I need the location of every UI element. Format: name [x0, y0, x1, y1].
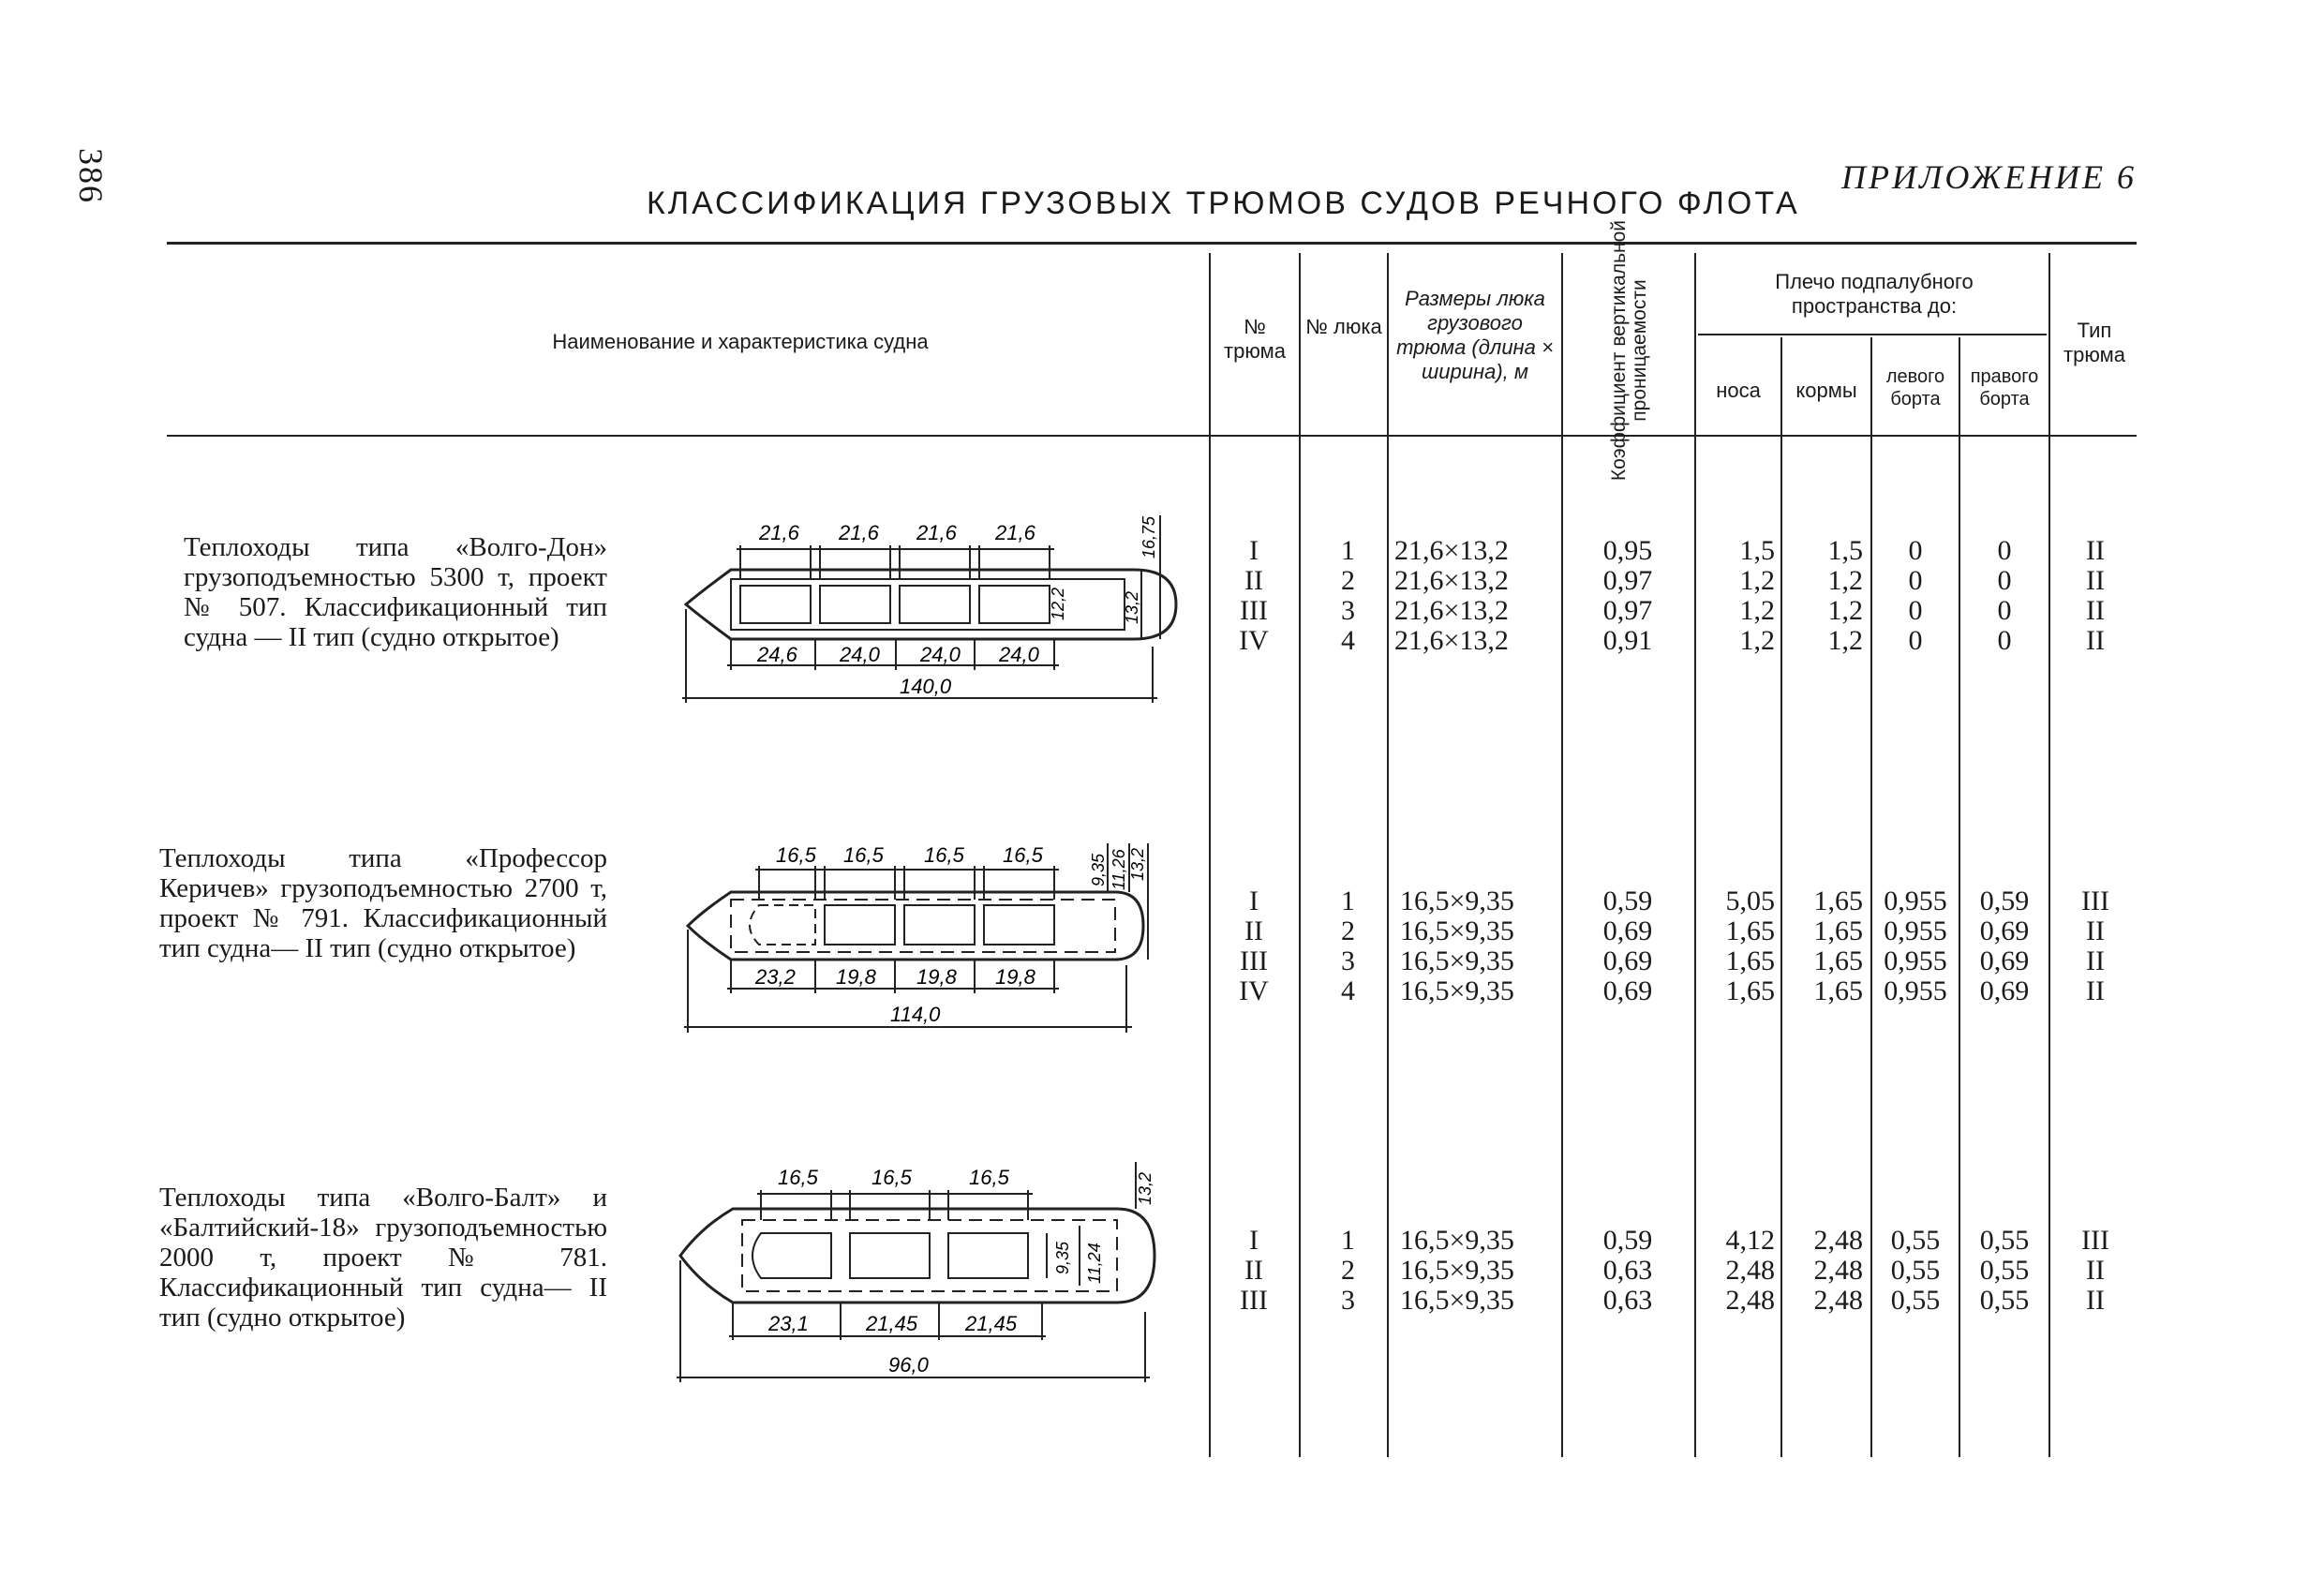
spacing-label: 24,0: [840, 643, 880, 666]
appendix-label: ПРИЛОЖЕНИЕ 6: [1841, 158, 2137, 196]
stern-column: [1784, 886, 1863, 1006]
sizes-column: [1400, 1226, 1559, 1316]
table-cell: 0,69: [1602, 916, 1653, 946]
hatches-column: [1303, 1226, 1355, 1316]
table-cell: 2,48: [1813, 1285, 1863, 1316]
table-cell: 16,5×9,35: [1400, 886, 1514, 916]
page-number: 386: [72, 148, 110, 204]
spacing-label: 24,0: [920, 643, 961, 666]
spacing-label: 21,45: [965, 1312, 1018, 1335]
table-cell: 0,63: [1602, 1285, 1653, 1316]
col-line-2: [1299, 253, 1301, 1457]
table-cell: 0,59: [1602, 1225, 1653, 1256]
table-cell: 4: [1341, 625, 1355, 656]
col-line-8: [1959, 337, 1960, 1457]
table-cell: 1: [1341, 535, 1355, 566]
width-mid-label: 11,26: [1110, 849, 1128, 890]
table-cell: 16,5×9,35: [1400, 1285, 1514, 1316]
table-cell: 1,65: [1813, 886, 1863, 916]
width-mid-label: 13,2: [1123, 590, 1141, 624]
left-side-column: [1874, 1226, 1957, 1316]
width-inner-label: 9,35: [1089, 853, 1108, 886]
sizes-column: [1400, 886, 1559, 1006]
holds-column: [1211, 1226, 1297, 1316]
hold-type-column: [2054, 1226, 2137, 1316]
table-cell: II: [2086, 535, 2105, 566]
table-cell: 0: [1997, 535, 2012, 566]
table-cell: 0: [1908, 625, 1923, 656]
total-length-label: 96,0: [888, 1353, 929, 1377]
header-stern: кормы: [1795, 379, 1857, 402]
table-cell: 4,12: [1725, 1225, 1775, 1256]
table-cell: 1,2: [1739, 625, 1775, 656]
table-cell: 21,6×13,2: [1394, 565, 1509, 596]
table-top-rule: [167, 242, 2137, 245]
header-hold-no: № трюма: [1224, 315, 1286, 363]
ship-drawing: [675, 506, 1181, 712]
page-title: КЛАССИФИКАЦИЯ ГРУЗОВЫХ ТРЮМОВ СУДОВ РЕЧНОГО ФЛОТА: [647, 186, 1800, 221]
spacing-label: 24,6: [757, 643, 797, 666]
right-side-column: [1962, 886, 2047, 1006]
coef-column: [1567, 1226, 1689, 1316]
table-cell: I: [1249, 1225, 1259, 1256]
table-cell: 1,65: [1725, 945, 1775, 976]
stern-column: [1784, 536, 1863, 656]
header-hold-type: Тип трюма: [2063, 319, 2125, 366]
holds-column: [1211, 886, 1297, 1006]
table-cell: 16,5×9,35: [1400, 1225, 1514, 1256]
width-inner-label: 9,35: [1053, 1241, 1072, 1274]
table-cell: 0,55: [1979, 1255, 2030, 1286]
spacing-label: 21,45: [866, 1312, 918, 1335]
table-cell: 0: [1908, 535, 1923, 566]
stern-column: [1784, 1226, 1863, 1316]
table-cell: 2: [1341, 916, 1355, 946]
table-cell: II: [1244, 565, 1263, 596]
table-cell: 0,955: [1884, 886, 1947, 916]
table-cell: 0: [1908, 595, 1923, 626]
table-cell: 0,69: [1602, 975, 1653, 1006]
table-cell: 0,97: [1602, 565, 1653, 596]
col-line-9: [2048, 253, 2050, 1457]
table-cell: 2,48: [1813, 1255, 1863, 1286]
right-side-column: [1962, 1226, 2047, 1316]
left-side-column: [1874, 886, 1957, 1006]
spacing-label: 23,2: [755, 965, 796, 989]
hatch-len-label: 16,5: [924, 843, 964, 867]
table-cell: 1,65: [1813, 916, 1863, 946]
total-length-label: 140,0: [900, 675, 952, 698]
table-cell: 0,69: [1602, 945, 1653, 976]
width-mid-label: 11,24: [1085, 1243, 1104, 1284]
table-cell: 1,65: [1813, 945, 1863, 976]
table-cell: II: [1244, 916, 1263, 946]
table-cell: 0: [1997, 595, 2012, 626]
table-cell: III: [2081, 1225, 2109, 1256]
table-cell: 0,55: [1979, 1225, 2030, 1256]
hold-type-column: [2054, 536, 2137, 656]
total-length-label: 114,0: [890, 1003, 941, 1026]
bow-column: [1698, 886, 1775, 1006]
table-cell: 0,63: [1602, 1255, 1653, 1286]
hatch-len-label: 21,6: [839, 521, 879, 544]
table-cell: IV: [1239, 625, 1269, 656]
hold-type-column: [2054, 886, 2137, 1006]
width-outer-label: 13,2: [1136, 1171, 1155, 1205]
table-cell: 3: [1341, 1285, 1355, 1316]
ship-description: Теплоходы типа «Профессор Керичев» грузоподъемностью 2700 т, проект № 791. Классификационный тип судна— II тип (судно открытое): [159, 843, 607, 963]
table-cell: II: [2086, 1285, 2105, 1316]
table-cell: 0,955: [1884, 916, 1947, 946]
table-cell: II: [2086, 595, 2105, 626]
table-cell: II: [2086, 625, 2105, 656]
table-cell: 0,955: [1884, 945, 1947, 976]
header-left-side: левого борта: [1885, 366, 1945, 409]
table-cell: 1,2: [1827, 595, 1863, 626]
hatch-len-label: 21,6: [995, 521, 1035, 544]
table-cell: 1,2: [1827, 625, 1863, 656]
header-arm-group: Плечо подпалубного пространства до:: [1775, 270, 1974, 318]
table-cell: 0: [1997, 565, 2012, 596]
table-cell: II: [2086, 975, 2105, 1006]
table-cell: 4: [1341, 975, 1355, 1006]
ship-drawing: [675, 825, 1181, 1040]
table-cell: 1,2: [1739, 595, 1775, 626]
table-cell: 16,5×9,35: [1400, 1255, 1514, 1286]
table-cell: 0,59: [1979, 886, 2030, 916]
hatch-len-label: 21,6: [759, 521, 799, 544]
table-cell: 0,55: [1979, 1285, 2030, 1316]
table-cell: 1,65: [1725, 916, 1775, 946]
table-cell: 0,69: [1979, 916, 2030, 946]
col-line-7: [1870, 337, 1872, 1457]
table-cell: 1,65: [1725, 975, 1775, 1006]
arm-group-rule: [1698, 334, 2047, 335]
table-cell: 1,2: [1739, 565, 1775, 596]
sizes-column: [1394, 536, 1559, 656]
hatch-len-label: 16,5: [778, 1166, 818, 1189]
header-hatch-no: № люка: [1305, 315, 1382, 338]
width-outer-label: 13,2: [1128, 847, 1147, 881]
table-cell: I: [1249, 886, 1259, 916]
col-line-3: [1387, 253, 1389, 1457]
table-cell: 2,48: [1725, 1285, 1775, 1316]
hatch-len-label: 21,6: [916, 521, 957, 544]
ship-description: Теплоходы типа «Волго-Дон» грузоподъемностью 5300 т, проект № 507. Классификационный тип судна — II тип (судно открытое): [184, 532, 607, 652]
table-cell: 3: [1341, 595, 1355, 626]
table-cell: 0,55: [1890, 1285, 1941, 1316]
right-side-column: [1962, 536, 2047, 656]
table-cell: 0,97: [1602, 595, 1653, 626]
hatch-len-label: 16,5: [843, 843, 884, 867]
table-cell: IV: [1239, 975, 1269, 1006]
hatch-len-label: 16,5: [776, 843, 816, 867]
table-cell: 21,6×13,2: [1394, 535, 1509, 566]
table-cell: 0,55: [1890, 1225, 1941, 1256]
table-cell: 0,955: [1884, 975, 1947, 1006]
table-cell: 1: [1341, 1225, 1355, 1256]
spacing-label: 24,0: [999, 643, 1039, 666]
col-line-4: [1561, 253, 1563, 1457]
table-cell: 0,69: [1979, 945, 2030, 976]
header-bottom-rule: [167, 435, 2137, 437]
table-cell: 1,65: [1813, 975, 1863, 1006]
spacing-label: 19,8: [916, 965, 957, 989]
width-outer-label: 16,75: [1140, 515, 1158, 558]
table-cell: 21,6×13,2: [1394, 625, 1509, 656]
table-cell: 16,5×9,35: [1400, 945, 1514, 976]
header-hatch-size: Размеры люка грузового трюма (длина × ширина), м: [1396, 287, 1554, 383]
table-cell: 1,2: [1827, 565, 1863, 596]
table-cell: III: [2081, 886, 2109, 916]
bow-column: [1698, 536, 1775, 656]
coef-column: [1567, 536, 1689, 656]
table-cell: 0,55: [1890, 1255, 1941, 1286]
table-cell: 0,59: [1602, 886, 1653, 916]
col-line-6: [1780, 337, 1782, 1457]
table-cell: 2: [1341, 565, 1355, 596]
col-line-5: [1694, 253, 1696, 1457]
ship-description: Теплоходы типа «Волго-Балт» и «Балтийский-18» грузоподъемностью 2000 т, проект № 781. Классификационный тип судна— II тип (судно открытое): [159, 1183, 607, 1332]
header-name: Наименование и характеристика судна: [552, 330, 929, 353]
table-cell: 1,5: [1739, 535, 1775, 566]
spacing-label: 19,8: [836, 965, 876, 989]
table-cell: 1: [1341, 886, 1355, 916]
table-cell: 2,48: [1725, 1255, 1775, 1286]
table-cell: III: [1240, 1285, 1268, 1316]
hatches-column: [1303, 536, 1355, 656]
spacing-label: 23,1: [768, 1312, 809, 1335]
coef-column: [1567, 886, 1689, 1006]
table-cell: 21,6×13,2: [1394, 595, 1509, 626]
table-cell: II: [2086, 945, 2105, 976]
table-cell: I: [1249, 535, 1259, 566]
table-cell: 0,91: [1602, 625, 1653, 656]
table-cell: 0: [1908, 565, 1923, 596]
table-cell: 1,5: [1827, 535, 1863, 566]
table-cell: II: [1244, 1255, 1263, 1286]
hatch-len-label: 16,5: [969, 1166, 1009, 1189]
width-inner-label: 12,2: [1049, 587, 1067, 620]
header-bow: носа: [1716, 379, 1761, 402]
hatches-column: [1303, 886, 1355, 1006]
table-cell: 16,5×9,35: [1400, 916, 1514, 946]
table-cell: 0,69: [1979, 975, 2030, 1006]
table-cell: III: [1240, 945, 1268, 976]
table-cell: 0: [1997, 625, 2012, 656]
left-side-column: [1874, 536, 1957, 656]
table-cell: 3: [1341, 945, 1355, 976]
table-cell: II: [2086, 565, 2105, 596]
table-cell: 2,48: [1813, 1225, 1863, 1256]
hatch-len-label: 16,5: [872, 1166, 912, 1189]
table-cell: 2: [1341, 1255, 1355, 1286]
holds-column: [1211, 536, 1297, 656]
table-cell: III: [1240, 595, 1268, 626]
hatch-len-label: 16,5: [1003, 843, 1043, 867]
bow-column: [1698, 1226, 1775, 1316]
spacing-label: 19,8: [995, 965, 1035, 989]
header-coef: Коэффициент вертикальной проницаемости: [1608, 219, 1650, 482]
table-cell: II: [2086, 1255, 2105, 1286]
ship-drawing: [667, 1153, 1173, 1387]
table-cell: 16,5×9,35: [1400, 975, 1514, 1006]
table-cell: 0,95: [1602, 535, 1653, 566]
table-cell: II: [2086, 916, 2105, 946]
header-right-side: правого борта: [1970, 366, 2039, 409]
table-cell: 5,05: [1725, 886, 1775, 916]
